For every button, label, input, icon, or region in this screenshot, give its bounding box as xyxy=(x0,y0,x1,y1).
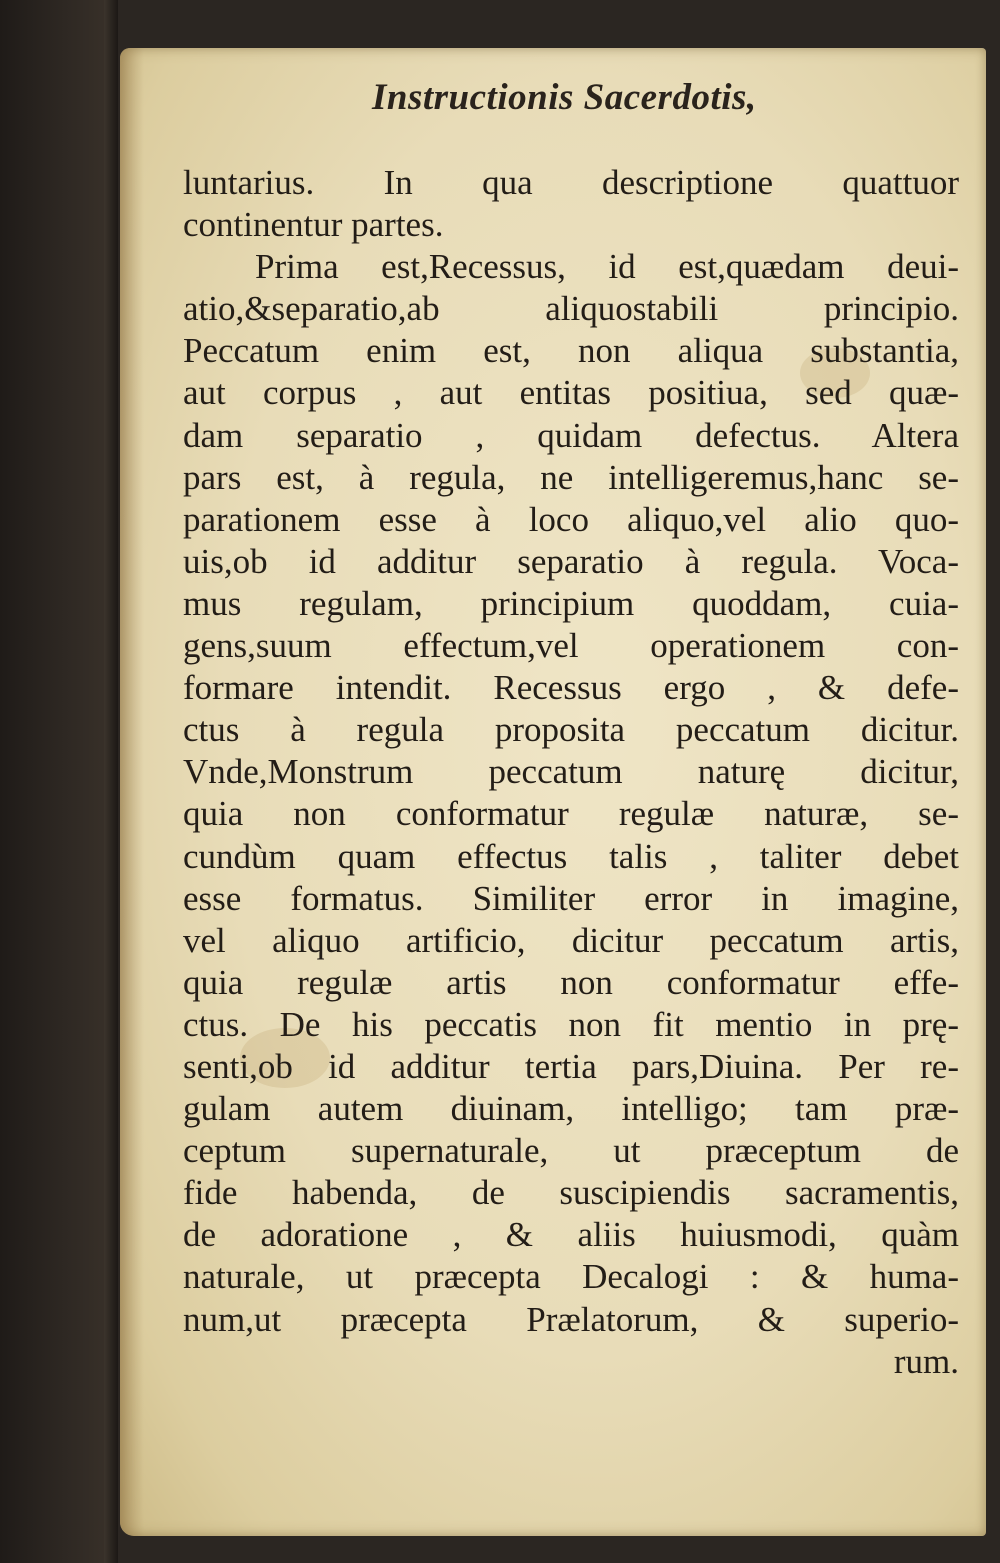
text-line: Prima est,Recessus, id est,quædam deui- xyxy=(255,247,959,287)
text-line: ctus à regula proposita peccatum dicitur. xyxy=(183,710,959,750)
text-line: ceptum supernaturale, ut præceptum de xyxy=(183,1131,959,1171)
running-head: Instructionis Sacerdotis, xyxy=(372,77,757,118)
text-line: parationem esse à loco aliquo,vel alio quo- xyxy=(183,499,959,539)
text-line: naturale, ut præcepta Decalogi : & huma- xyxy=(183,1257,959,1297)
body-text xyxy=(183,162,959,1383)
book-spine xyxy=(104,0,118,1563)
text-line: gens,suum effectum,vel operationem con- xyxy=(183,626,959,666)
text-line: ctus. De his peccatis non fit mentio in prę- xyxy=(183,1004,959,1044)
text-line: gulam autem diuinam, intelligo; tam præ- xyxy=(183,1089,959,1129)
text-line: luntarius. In qua descriptione quattuor xyxy=(183,163,959,202)
text-line: de adoratione , & aliis huiusmodi, quàm xyxy=(183,1215,959,1255)
text-line: continentur partes. xyxy=(183,205,444,245)
text-line: quia regulæ artis non conformatur effe- xyxy=(183,962,959,1002)
text-line: esse formatus. Similiter error in imagine, xyxy=(183,878,959,918)
text-line: atio,&separatio,ab aliquostabili principio. xyxy=(183,289,959,329)
text-line: formare intendit. Recessus ergo , & defe- xyxy=(183,668,959,708)
text-line: uis,ob id additur separatio à regula. Voca- xyxy=(183,541,959,581)
text-line: Vnde,Monstrum peccatum naturę dicitur, xyxy=(183,752,959,792)
text-line: pars est, à regula, ne intelligeremus,hanc se- xyxy=(183,457,959,497)
text-line: Peccatum enim est, non aliqua substantia, xyxy=(183,331,959,371)
page-gutter-shadow xyxy=(120,48,144,1536)
text-line: dam separatio , quidam defectus. Altera xyxy=(183,415,959,455)
text-line: aut corpus , aut entitas positiua, sed quæ- xyxy=(183,373,959,413)
text-line: rum. xyxy=(893,1341,959,1381)
text-line: senti,ob id additur tertia pars,Diuina. Per re- xyxy=(183,1046,959,1086)
text-line: mus regulam, principium quoddam, cuia- xyxy=(183,583,959,623)
text-line: quia non conformatur regulæ naturæ, se- xyxy=(183,794,959,834)
book-binding xyxy=(0,0,118,1563)
text-line: num,ut præcepta Prælatorum, & superio- xyxy=(183,1299,959,1339)
text-line: cundùm quam effectus talis , taliter debet xyxy=(183,836,959,876)
text-line: fide habenda, de suscipiendis sacramentis, xyxy=(183,1173,959,1213)
text-line: vel aliquo artificio, dicitur peccatum artis, xyxy=(183,920,959,960)
